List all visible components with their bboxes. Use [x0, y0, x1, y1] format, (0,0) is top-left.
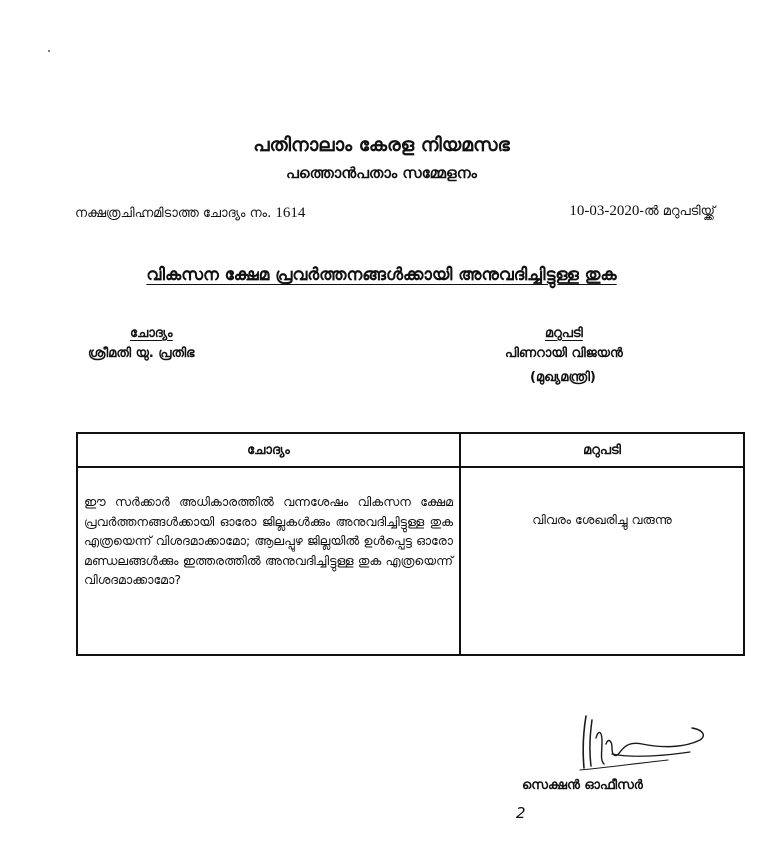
question-number-line: [75, 205, 305, 222]
question-number: 1614: [275, 205, 306, 221]
question-answer-table: [76, 432, 745, 656]
question-by-label: ചോദ്യം: [130, 326, 173, 341]
answer-date-suffix: -ൽ മറുപടിയ്ക്ക്: [639, 204, 715, 219]
document-subject: [0, 265, 763, 285]
answer-cell: വിവരം ശേഖരിച്ചു വരുന്നു: [460, 467, 744, 655]
subject-text: വികസന ക്ഷേമ പ്രവർത്തനങ്ങൾക്കായി അനുവദിച്ചിട്ടുള്ള തുക: [146, 265, 617, 285]
page-mark: 2: [516, 804, 526, 822]
signatory-label: സെക്ഷൻ ഓഫീസർ: [522, 778, 643, 793]
officer-signature: [572, 708, 712, 778]
scan-speck: [48, 50, 50, 52]
table-header-row: [77, 433, 744, 467]
answerer-name: പിണറായി വിജയൻ: [505, 346, 623, 361]
answer-date-line: [569, 203, 715, 220]
answer-by-label: മറുപടി: [545, 326, 583, 341]
questioner-name: ശ്രീമതി യു. പ്രതിഭ: [88, 346, 195, 361]
question-column-header: ചോദ്യം: [77, 433, 460, 467]
question-number-label: നക്ഷത്രചിഹ്നമിടാത്ത ചോദ്യം നം.: [75, 206, 272, 221]
table-row: [77, 467, 744, 655]
answerer-role: (മുഖ്യമന്ത്രി): [530, 370, 596, 385]
question-cell: ഈ സർക്കാർ അധികാരത്തിൽ വന്നശേഷം വികസന ക്ഷേമ പ്രവർത്തനങ്ങൾക്കായി ഓരോ ജില്ലകൾക്കും അനുവദിച്ചിട്ടുള്ള തുക എത്രയെന്ന് വിശദമാക്കാമോ; ആലപ്പുഴ ജില്ലയിൽ ഉൾപ്പെട്ട ഓരോ മണ്ഡലങ്ങൾക്കും ഇത്തരത്തിൽ അനുവദിച്ചിട്ടുള്ള തുക എത്രയെന്ന് വിശദമാക്കാമോ?: [77, 467, 460, 655]
answer-date: 10-03-2020: [569, 203, 640, 219]
session-title: പത്തൊൻപതാം സമ്മേളനം: [286, 164, 477, 182]
assembly-title: പതിനാലാം കേരള നിയമസഭ: [253, 134, 510, 156]
answer-column-header: മറുപടി: [460, 433, 744, 467]
